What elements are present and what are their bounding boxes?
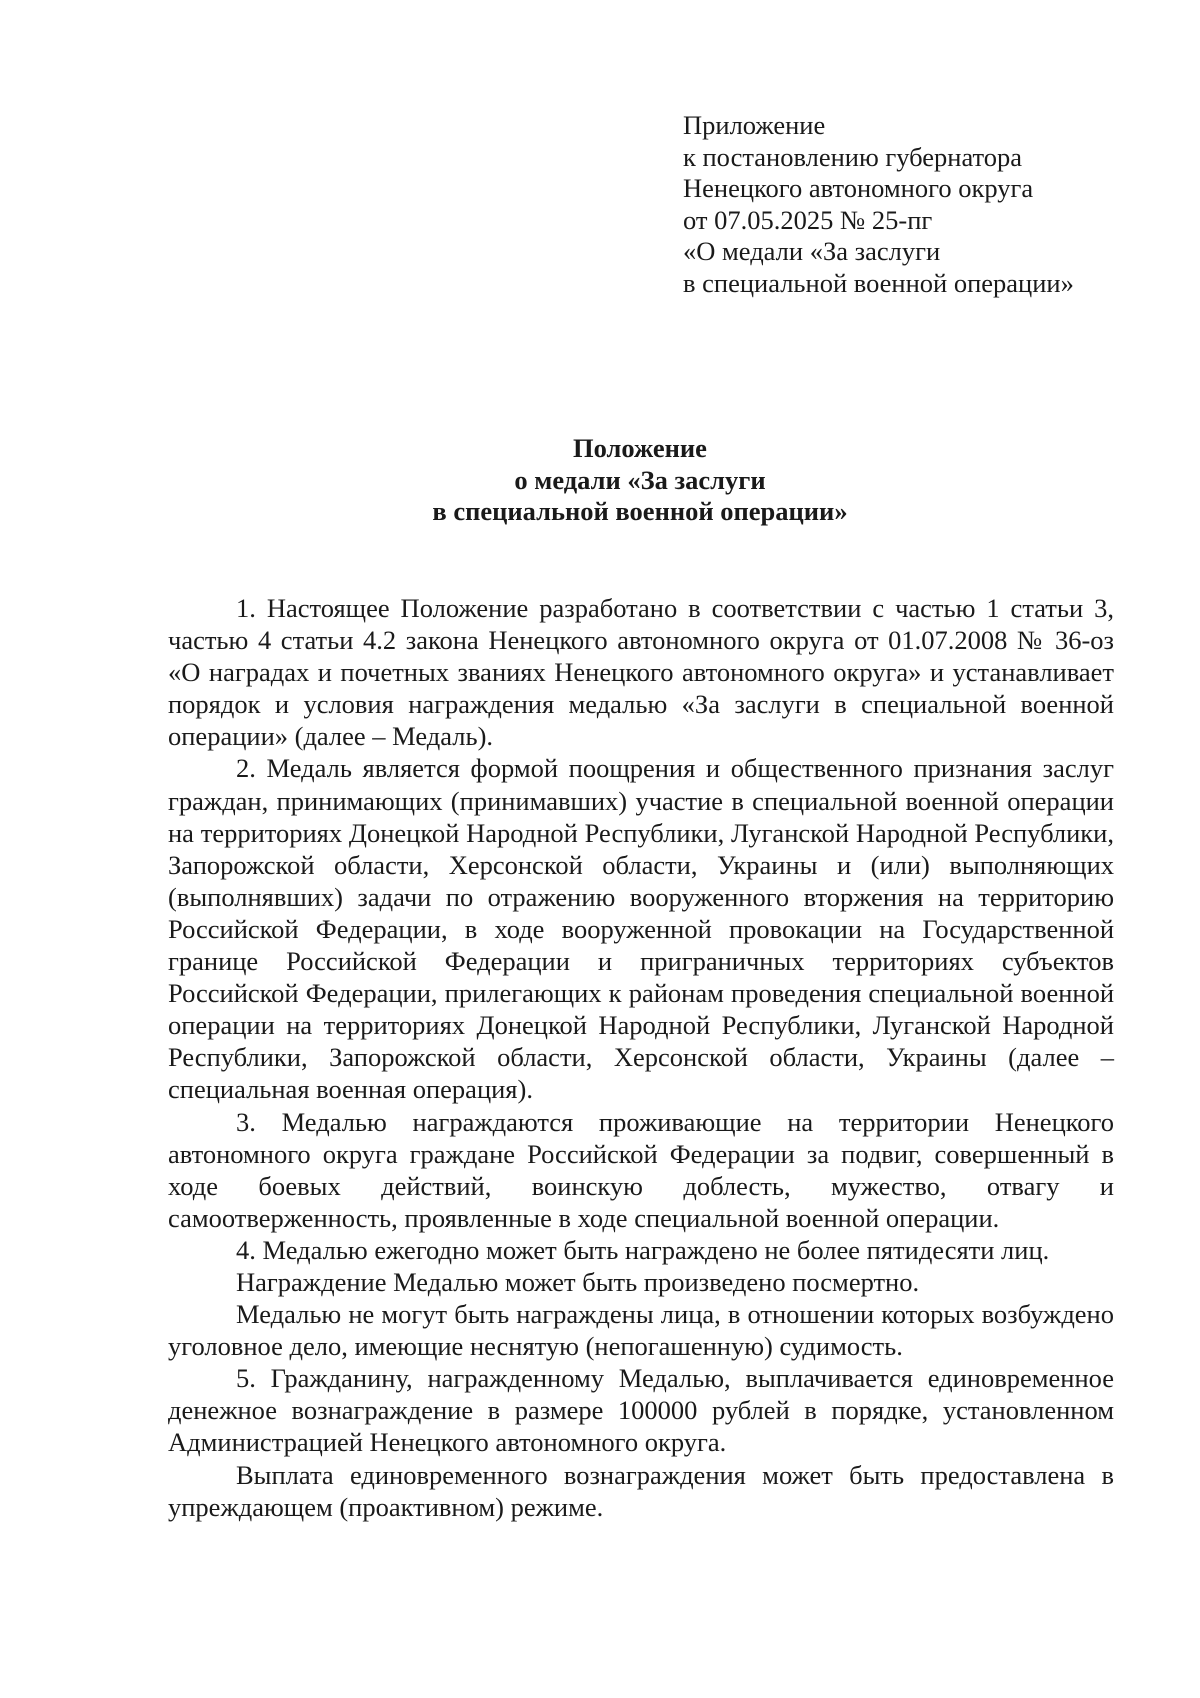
paragraph-3: 3. Медалью награждаются проживающие на территории Ненецкого автономного округа граждане Российской Федерации за подвиг, совершенный в ходе боевых действий, воинскую доблесть, мужество, отвагу и самоотверженность, проявленные в ходе специальной военной операции.: [168, 1106, 1114, 1233]
title-line: Положение: [573, 433, 707, 463]
appendix-line: от 07.05.2025 № 25-пг: [683, 204, 933, 235]
title-line: в специальной военной операции»: [432, 496, 848, 526]
paragraph-5-proactive: Выплата единовременного вознаграждения может быть предоставлена в упреждающем (проактивном) режиме.: [168, 1459, 1114, 1522]
appendix-line: Ненецкого автономного округа: [683, 173, 1034, 203]
paragraph-4-posthumous: Награждение Медалью может быть произведено посмертно.: [236, 1266, 920, 1297]
paragraph-2: 2. Медаль является формой поощрения и общественного признания заслуг граждан, принимающих (принимавших) участие в специальной военной операции на территориях Донецкой Народной Республики, Луганской Народной Республики, Запорожской области, Херсонской области, Украины и (или) выполняющих (выполнявших) задачи по отражению вооруженного вторжения на территорию Российской Федерации, в ходе вооруженной провокации на Государственной границе Российской Федерации и приграничных территориях субъектов Российской Федерации, прилегающих к районам проведения специальной военной операции на территориях Донецкой Народной Республики, Луганской Народной Республики, Запорожской области, Херсонской области, Украины (далее – специальная военная операция).: [168, 753, 1114, 1105]
paragraph-4-exclusion: Медалью не могут быть награждены лица, в отношении которых возбуждено уголовное дело, имеющие неснятую (непогашенную) судимость.: [168, 1299, 1114, 1362]
paragraph-4: 4. Медалью ежегодно может быть награждено не более пятидесяти лиц.: [236, 1234, 1050, 1265]
document-title: [0, 433, 1200, 528]
document-body: [168, 592, 1114, 1523]
appendix-line: в специальной военной операции»: [683, 267, 1074, 298]
appendix-line: «О медали «За заслуги: [683, 236, 941, 266]
paragraph-1: 1. Настоящее Положение разработано в соответствии с частью 1 статьи 3, частью 4 статьи 4.2 закона Ненецкого автономного округа от 01.07.2008 № 36-оз «О наградах и почетных званиях Ненецкого автономного округа» и устанавливает порядок и условия награждения медалью «За заслуги в специальной военной операции» (далее – Медаль).: [168, 593, 1114, 752]
appendix-line: к постановлению губернатора: [683, 141, 1023, 172]
paragraph-5: 5. Гражданину, награжденному Медалью, выплачивается единовременное денежное вознаграждение в размере 100000 рублей в порядке, установленном Администрацией Ненецкого автономного округа.: [168, 1363, 1114, 1458]
appendix-block: [683, 110, 1163, 299]
appendix-line: Приложение: [683, 110, 826, 140]
title-line: о медали «За заслуги: [514, 464, 766, 495]
